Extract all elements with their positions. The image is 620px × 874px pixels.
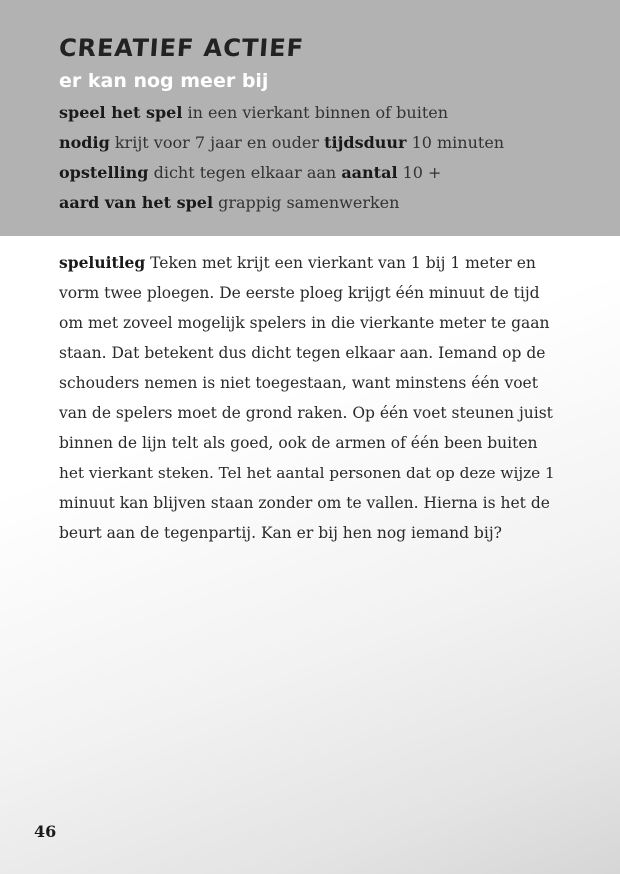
meta-label: nodig <box>59 133 110 152</box>
meta-setup-count <box>59 163 441 183</box>
meta-value: dicht tegen elkaar aan <box>153 163 337 182</box>
meta-value: 10 + <box>402 163 442 182</box>
body-line: staan. Dat betekent dus dicht tegen elkaar aan. Iemand op de <box>59 344 546 362</box>
body-label: speluitleg <box>59 253 146 272</box>
meta-value: krijt voor 7 jaar en ouder <box>114 133 320 152</box>
body-line: het vierkant steken. Tel het aantal personen dat op deze wijze 1 <box>59 464 555 482</box>
body-line: om met zoveel mogelijk spelers in die vierkante meter te gaan <box>59 314 550 332</box>
meta-label: tijdsduur <box>324 133 407 152</box>
body-line: schouders nemen is niet toegestaan, want minstens één voet <box>59 374 538 392</box>
meta-value: grappig samenwerken <box>218 193 400 212</box>
body-line: speluitleg Teken met krijt een vierkant van 1 bij 1 meter en <box>59 253 536 272</box>
meta-label: opstelling <box>59 163 149 182</box>
header-band <box>0 0 620 236</box>
meta-needs-duration <box>59 133 504 153</box>
page-number: 46 <box>34 822 57 841</box>
meta-label: speel het spel <box>59 103 183 122</box>
body-line: minuut kan blijven staan zonder om te vallen. Hierna is het de <box>59 494 550 512</box>
meta-label: aard van het spel <box>59 193 214 212</box>
meta-label: aantal <box>341 163 398 182</box>
category-title: CREATIEF ACTIEF <box>58 34 305 62</box>
meta-value: 10 minuten <box>411 133 505 152</box>
body-line: vorm twee ploegen. De eerste ploeg krijgt één minuut de tijd <box>59 284 540 302</box>
body-line: binnen de lijn telt als goed, ook de armen of één been buiten <box>59 434 538 452</box>
meta-play-location <box>59 103 448 123</box>
game-title: er kan nog meer bij <box>59 70 269 92</box>
body-line: beurt aan de tegenpartij. Kan er bij hen nog iemand bij? <box>59 524 502 542</box>
body-line: van de spelers moet de grond raken. Op één voet steunen juist <box>59 404 553 422</box>
meta-value: in een vierkant binnen of buiten <box>187 103 449 122</box>
meta-game-type <box>59 193 399 213</box>
